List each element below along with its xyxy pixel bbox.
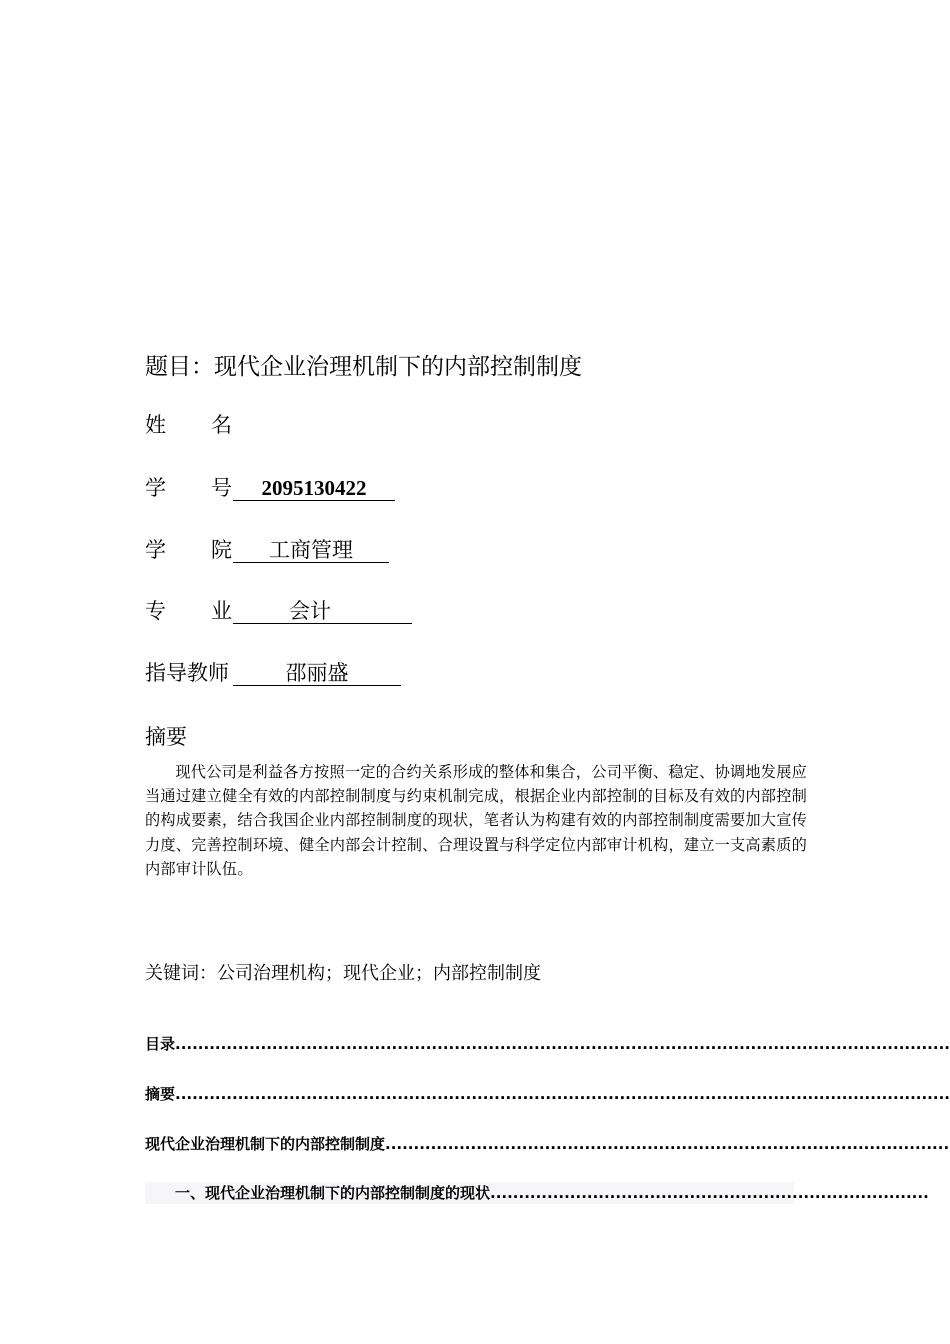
advisor-value: 邵丽盛 bbox=[233, 661, 401, 686]
abstract-body: 现代公司是利益各方按照一定的合约关系形成的整体和集合，公司平衡、稳定、协调地发展应当通过建立健全有效的内部控制制度与约束机制完成，根据企业内部控制的目标及有效的内部控制的构成要素，结合我国企业内部控制制度的现状，笔者认为构建有效的内部控制制度需要加大宣传力度、完善控制环境、健全内部会计控制、合理设置与科学定位内部审计机构，建立一支高素质的内部审计队伍。 bbox=[145, 763, 807, 878]
keywords-line: 关键词：公司治理机构；现代企业；内部控制制度 bbox=[145, 963, 541, 984]
student-id-label-char-1: 学 bbox=[145, 476, 166, 500]
major-label-char-2: 业 bbox=[211, 599, 232, 623]
toc-leader-dots: ........................................................................................................................................ bbox=[175, 1085, 950, 1103]
student-id-field bbox=[145, 474, 395, 502]
advisor-label: 指导教师 bbox=[145, 661, 229, 685]
college-label-char-2: 院 bbox=[211, 538, 232, 562]
student-id-value: 2095130422 bbox=[233, 476, 395, 501]
college-label-char-1: 学 bbox=[145, 538, 166, 562]
toc-entry-title: 摘要 bbox=[145, 1085, 176, 1103]
toc-leader-dots: ........................................................................................................................................ bbox=[175, 1035, 950, 1053]
toc-entry[interactable] bbox=[145, 1033, 950, 1055]
toc-entry-title: 一、现代企业治理机制下的内部控制制度的现状 bbox=[175, 1184, 491, 1202]
toc-entry-title: 目录 bbox=[145, 1035, 176, 1053]
advisor-field bbox=[145, 659, 401, 687]
major-label-char-1: 专 bbox=[145, 599, 166, 623]
toc-leader-dots: ................................................................................................... bbox=[385, 1135, 950, 1153]
toc-leader-dots: ............................................................................. bbox=[490, 1184, 929, 1202]
name-label-char-1: 姓 bbox=[145, 413, 166, 437]
student-id-label-char-2: 号 bbox=[211, 476, 232, 500]
toc-entry-title: 现代企业治理机制下的内部控制制度 bbox=[145, 1135, 386, 1153]
toc-entry[interactable] bbox=[145, 1083, 950, 1105]
college-value: 工商管理 bbox=[233, 538, 389, 563]
name-field bbox=[145, 411, 233, 439]
toc-entry-sub[interactable] bbox=[145, 1182, 929, 1204]
toc-entry[interactable] bbox=[145, 1133, 950, 1155]
major-value: 会计 bbox=[289, 599, 331, 623]
document-title: 题目：现代企业治理机制下的内部控制制度 bbox=[145, 354, 582, 380]
major-field bbox=[145, 597, 412, 625]
college-field bbox=[145, 536, 389, 564]
abstract-heading: 摘要 bbox=[145, 725, 187, 749]
name-label-char-2: 名 bbox=[211, 413, 232, 437]
